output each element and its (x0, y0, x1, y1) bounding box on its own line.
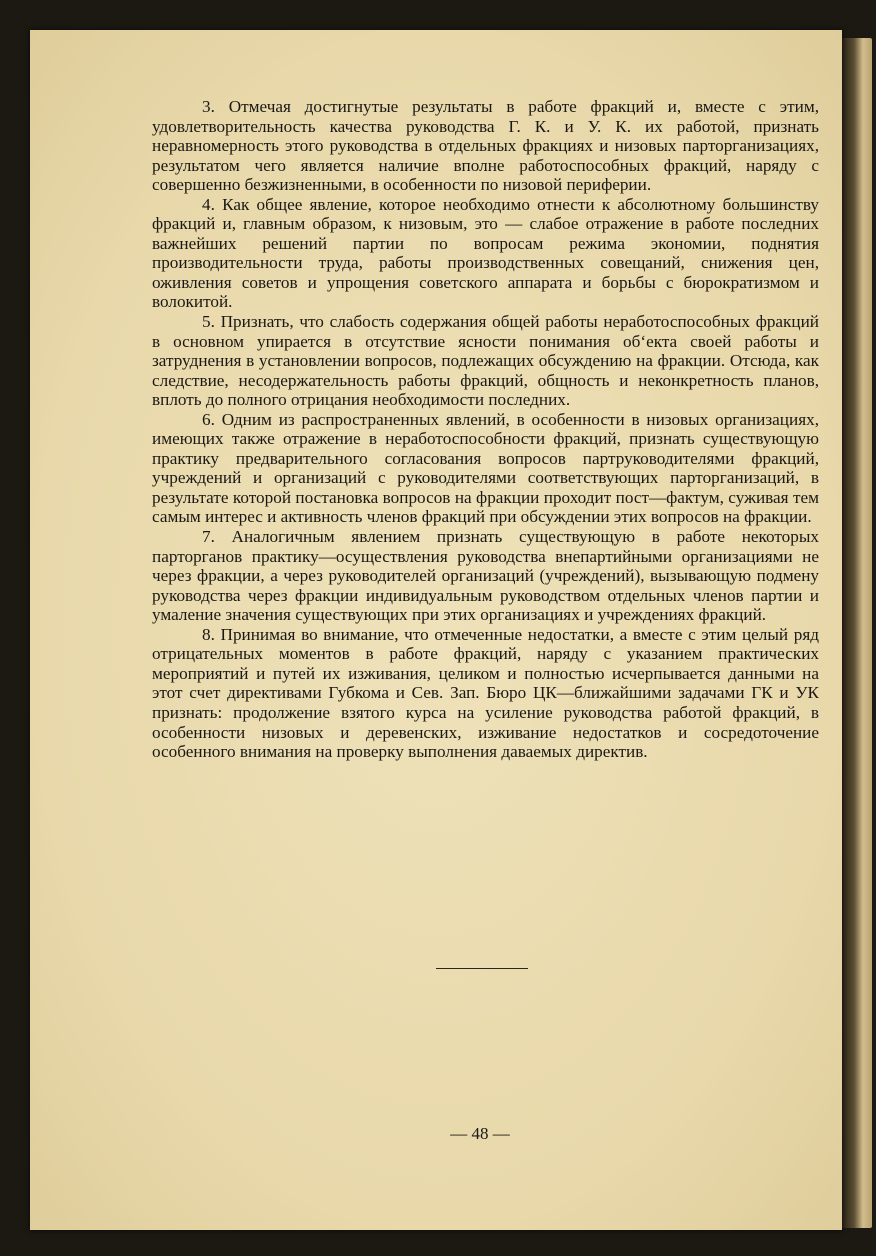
paragraph-4: 4. Как общее явление, которое необходимо отнести к абсолютному большинству фракций и, главным образом, к низовым, это — слабое отражение в работе последних важнейших решений партии по вопросам режима экономии, поднятия производительности труда, работы производственных совещаний, снижения цен, оживления советов и упрощения советского аппарата и борьбы с бюрократизмом и волокитой. (152, 194, 819, 312)
paragraph-3: 3. Отмечая достигнутые результаты в работе фракций и, вместе с этим, удовлетворительность качества руководства Г. К. и У. К. их работой, признать неравномерность этого руководства в отдельных фракциях и низовых парторганизациях, результатом чего является наличие вполне работоспособных фракций, наряду с совершенно безжизненными, в особенности по низовой периферии. (152, 97, 819, 195)
body-text (152, 97, 819, 762)
adjacent-page-edge (842, 38, 872, 1228)
paragraph-8: 8. Принимая во внимание, что отмеченные недостатки, а вместе с этим целый ряд отрицательных моментов в работе фракций, наряду с указанием практических мероприятий и путей их изживания, целиком и полностью исчерпывается данными на этот счет директивами Губкома и Сев. Зап. Бюро ЦК—ближайшими задачами ГК и УК признать: продолжение взятого курса на усиление руководства работой фракций, в особенности низовых и деревенских, изживание недостатков и сосредоточение особенного внимания на проверку выполнения даваемых директив. (152, 624, 819, 762)
page-number: — 48 — (450, 1124, 510, 1143)
paragraph-7: 7. Аналогичным явлением признать существующую в работе некоторых парторганов практику—осуществления руководства внепартийными организациями не через фракции, а через руководителей организаций (учреждений), вызывающую подмену руководства через фракции индивидуальным руководством отдельных членов партии и умаление значения существующих при этих организациях и учреждениях фракций. (152, 527, 819, 625)
paragraph-6: 6. Одним из распространенных явлений, в особенности в низовых организациях, имеющих также отражение в неработоспособности фракций, признать существующую практику предварительного согласования вопросов партруководителями фракций, учреждений и организаций с руководителями соответствующих парторганизаций, в результате которой постановка вопросов на фракции проходит пост—фактум, суживая тем самым интерес и активность членов фракций при обсуждении этих вопросов на фракции. (152, 409, 819, 527)
section-divider (436, 968, 528, 969)
paragraph-5: 5. Признать, что слабость содержания общей работы неработоспособных фракций в основном упирается в отсутствие ясности понимания об‘екта своей работы и затруднения в установлении вопросов, подлежащих обсуждению на фракции. Отсюда, как следствие, несодержательность работы фракций, общность и неконкретность планов, вплоть до полного отрицания необходимости последних. (152, 312, 819, 410)
